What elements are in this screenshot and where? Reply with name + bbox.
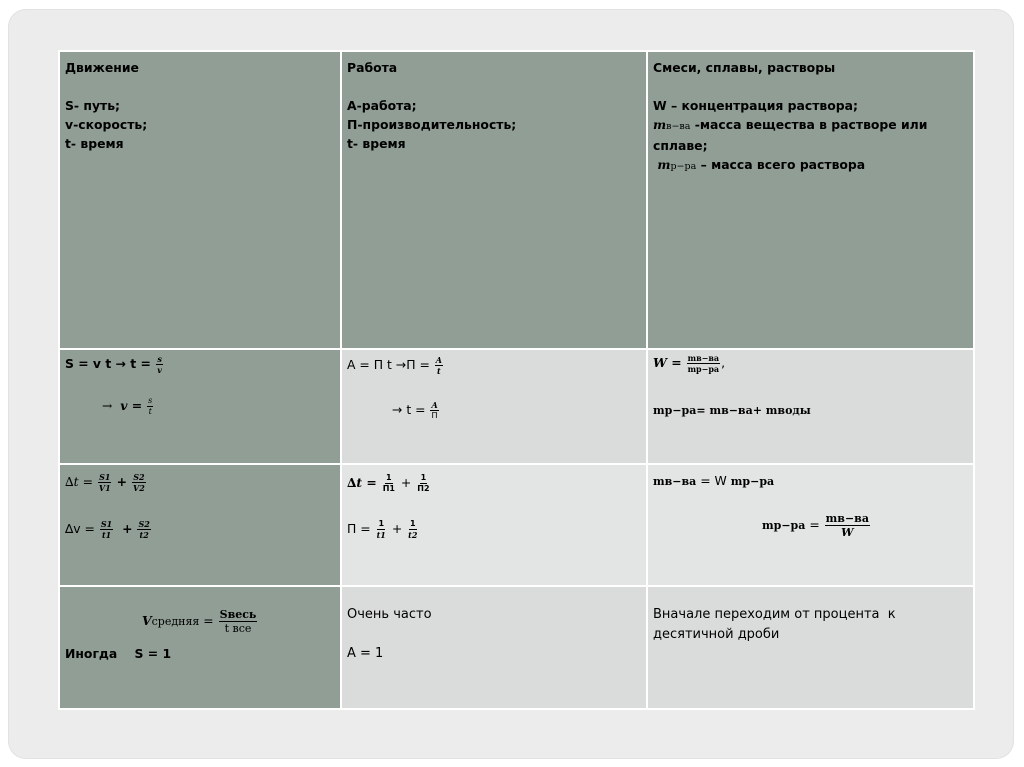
motion-formula-average-speed: Vсредняя = $\frac{\text{Sвесь}}{\text{t все}}$ — [142, 608, 257, 635]
motion-formula-v: → v = $\frac{s}{t}$ — [102, 396, 153, 416]
motion-def-speed: v-скорость; — [65, 117, 148, 132]
motion-formula-dt: ∆t = $\frac{S1}{V1}$ + $\frac{S2}{V2}$ — [65, 472, 145, 493]
mix-def-solution-mass: mр−ра – масса всего раствора — [657, 157, 866, 172]
cell-mix-definitions — [647, 51, 974, 349]
work-title: Работа — [347, 60, 398, 75]
cell-work-joint — [341, 464, 647, 586]
mix-formula-solution-mass: mр−ра= mв−ва+ mводы — [653, 404, 811, 417]
work-def-work: А-работа; — [347, 98, 417, 113]
motion-note-sometimes: Иногда S = 1 — [65, 646, 172, 661]
cell-motion-definitions — [59, 51, 341, 349]
formula-table — [58, 50, 975, 710]
work-def-productivity: П-производительность; — [347, 117, 517, 132]
work-formula-p: А = П t →П = $\frac{A}{t}$ — [347, 355, 443, 376]
mix-def-concentration: W – концентрация раствора; — [653, 98, 858, 113]
cell-work-note — [341, 586, 647, 709]
mix-note-line2: десятичной дроби — [653, 627, 780, 642]
cell-motion-avg — [59, 464, 341, 586]
motion-formula-t: S = v t → t = $\frac{s}{v}$ — [65, 354, 162, 375]
cell-mix-note — [647, 586, 974, 709]
work-formula-p-joint: П = $\frac{1}{t1}$ + $\frac{1}{t2}$ — [347, 519, 418, 540]
work-formula-dt: ∆t = $\frac{1}{П1}$ + $\frac{1}{П2}$ — [347, 473, 430, 493]
cell-mix-derived — [647, 464, 974, 586]
mix-formula-w: W = $\frac{mв-ва}{mр-ра}$ , — [653, 353, 726, 374]
mix-formula-solution: mр−ра = $\frac{mв-ва}{W}$ — [762, 512, 869, 539]
mix-formula-substance: mв−ва = W mр−ра — [653, 473, 775, 488]
work-def-time: t- время — [347, 136, 406, 151]
mix-title: Смеси, сплавы, растворы — [653, 60, 836, 75]
work-formula-t: → t = $\frac{A}{П}$ — [392, 400, 438, 420]
motion-def-time: t- время — [65, 136, 124, 151]
cell-mix-formulas — [647, 349, 974, 464]
mix-note-line1: Вначале переходим от процента к — [653, 607, 896, 622]
motion-formula-dv: ∆v = $\frac{S1}{t1}$ + $\frac{S2}{t2}$ — [65, 519, 150, 540]
work-note-a1: А = 1 — [347, 646, 384, 661]
cell-motion-formulas — [59, 349, 341, 464]
mix-def-substance-mass-cont: сплаве; — [653, 138, 708, 153]
work-note-often: Очень часто — [347, 607, 432, 622]
mix-def-substance-mass: mв−ва -масса вещества в растворе или — [653, 117, 928, 132]
cell-work-formulas — [341, 349, 647, 464]
cell-motion-average — [59, 586, 341, 709]
motion-title: Движение — [65, 60, 139, 75]
cell-work-definitions — [341, 51, 647, 349]
motion-def-path: S- путь; — [65, 98, 120, 113]
